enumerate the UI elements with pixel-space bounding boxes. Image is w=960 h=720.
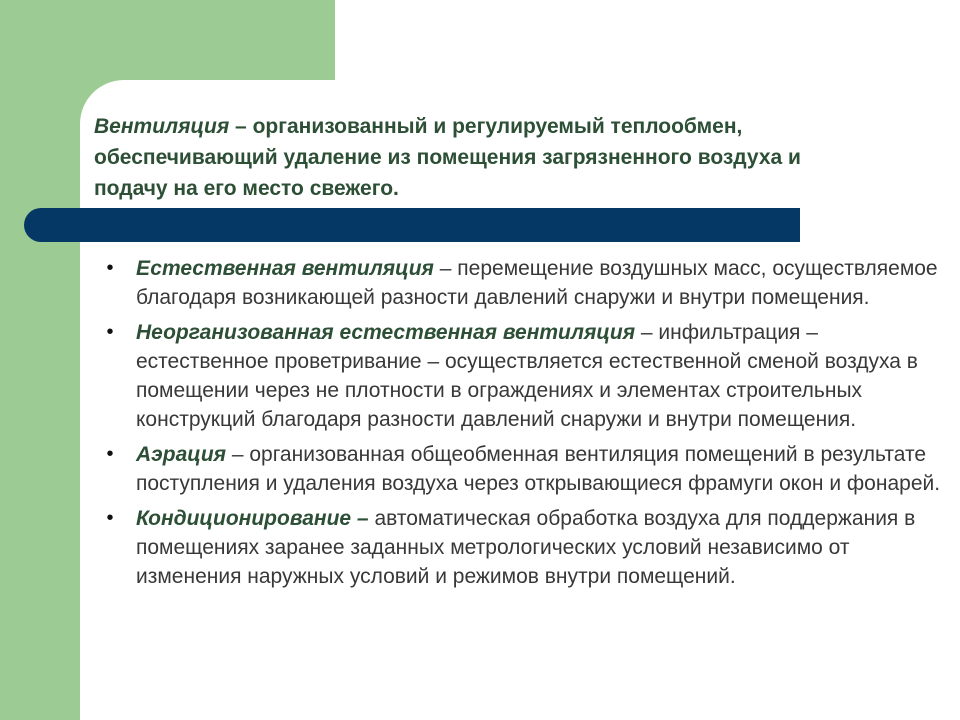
bullet-icon: • [106, 507, 114, 529]
list-item [100, 254, 942, 312]
definition-list [100, 254, 942, 597]
bullet-icon: • [106, 443, 114, 465]
bullet-icon: • [106, 321, 114, 343]
slide-title [94, 111, 874, 204]
item-text: – перемещение воздушных масс, осуществляемое благодаря возникающей разности давлений снаружи и внутри помещения. [136, 257, 938, 309]
item-text: – инфильтрация – естественное проветривание – осуществляется естественной сменой воздуха в помещении через не плотности в ограждениях и элементах строительных конструкций благодаря разности давлений снаружи и внутри помещения. [136, 321, 918, 431]
item-term: Неорганизованная естественная вентиляция [136, 321, 636, 344]
title-definition: – организованный и регулируемый теплообмен, обеспечивающий удаление из помещения загрязненного воздуха и подачу на его место свежего. [94, 115, 801, 200]
list-item [100, 504, 942, 591]
decor-green-strip [0, 212, 80, 720]
list-item [100, 318, 942, 434]
item-text: – организованная общеобменная вентиляция помещений в результате поступления и удаления воздуха через открывающиеся фрамуги окон и фонарей. [136, 443, 941, 495]
item-term: Аэрация [136, 443, 227, 466]
title-divider-bar [24, 208, 800, 242]
list-item [100, 440, 942, 498]
item-term: Естественная вентиляция [136, 257, 434, 280]
item-term: Кондиционирование – [136, 507, 369, 530]
item-text: автоматическая обработка воздуха для поддержания в помещениях заранее заданных метрологических условий независимо от изменения наружных условий и режимов внутри помещений. [136, 507, 916, 588]
title-term: Вентиляция [94, 115, 230, 138]
bullet-icon: • [106, 257, 114, 279]
